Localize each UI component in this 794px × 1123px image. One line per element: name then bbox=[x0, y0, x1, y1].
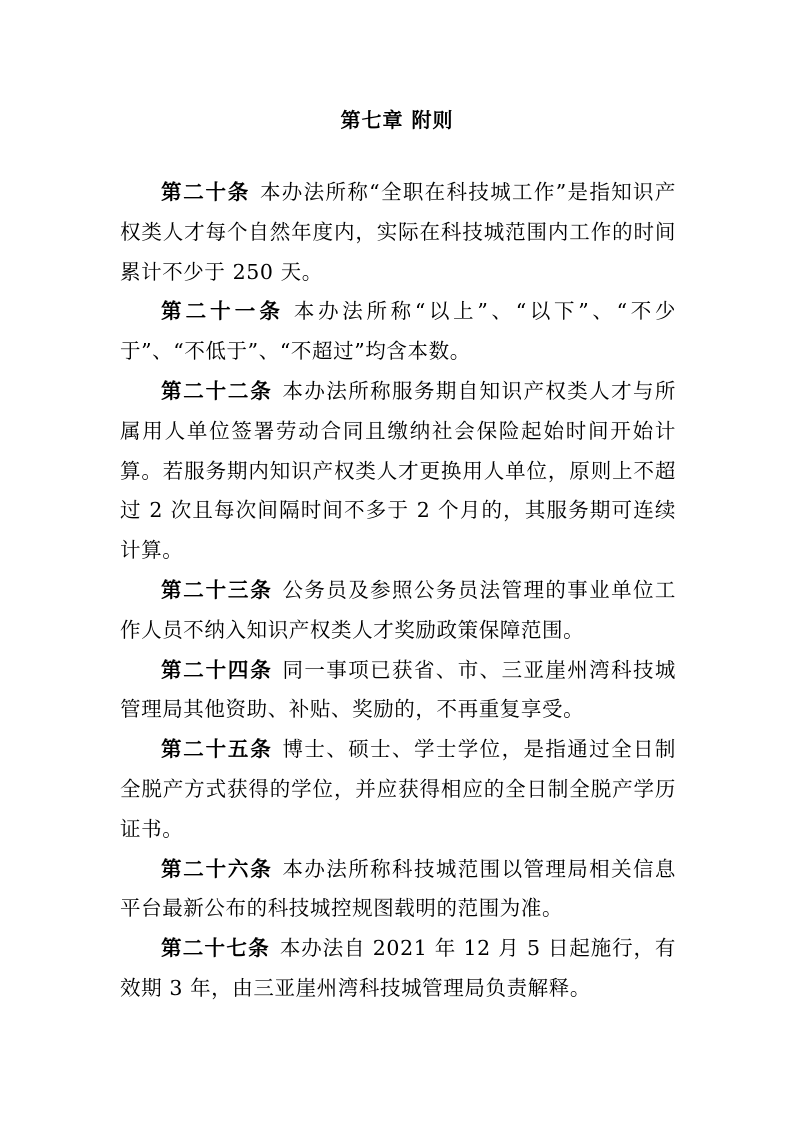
article-number: 第二十五条 bbox=[161, 737, 273, 762]
article-24 bbox=[120, 651, 676, 731]
document-body bbox=[120, 173, 676, 1009]
article-text: 本办法所称“全职在科技城工作”是指知识产权类人才每个自然年度内，实际在科技城范围内工作的时间累计不少于 250 天。 bbox=[120, 180, 676, 284]
article-20 bbox=[120, 173, 676, 292]
article-number: 第二十二条 bbox=[161, 378, 273, 403]
article-text: 本办法自 2021 年 12 月 5 日起施行，有效期 3 年，由三亚崖州湾科技城管理局负责解释。 bbox=[120, 936, 676, 1000]
article-27 bbox=[120, 929, 676, 1009]
article-number: 第二十六条 bbox=[161, 856, 273, 881]
article-number: 第二十三条 bbox=[161, 577, 273, 602]
article-text: 本办法所称科技城范围以管理局相关信息平台最新公布的科技城控规图载明的范围为准。 bbox=[120, 856, 676, 921]
article-22 bbox=[120, 372, 676, 571]
article-text: 同一事项已获省、市、三亚崖州湾科技城管理局其他资助、补贴、奖励的，不再重复享受。 bbox=[120, 657, 676, 722]
article-number: 第二十七条 bbox=[161, 936, 270, 961]
article-text: 本办法所称服务期自知识产权类人才与所属用人单位签署劳动合同且缴纳社会保险起始时间开始计算。若服务期内知识产权类人才更换用人单位，原则上不超过 2 次且每次间隔时间不多于 2 个月的，其服务期可连续计算。 bbox=[120, 378, 676, 563]
article-number: 第二十条 bbox=[161, 180, 250, 204]
chapter-title: 第七章 附则 bbox=[340, 108, 454, 132]
article-number: 第二十一条 bbox=[161, 299, 284, 324]
article-25 bbox=[120, 730, 676, 849]
article-23 bbox=[120, 571, 676, 651]
article-text: 本办法所称“以上”、“以下”、“不少于”、“不低于”、“不超过”均含本数。 bbox=[120, 299, 677, 364]
article-text: 公务员及参照公务员法管理的事业单位工作人员不纳入知识产权类人才奖励政策保障范围。 bbox=[120, 577, 676, 642]
article-text: 博士、硕士、学士学位，是指通过全日制全脱产方式获得的学位，并应获得相应的全日制全脱产学历证书。 bbox=[120, 737, 676, 841]
article-number: 第二十四条 bbox=[161, 657, 273, 682]
article-26 bbox=[120, 850, 676, 930]
article-21 bbox=[120, 292, 676, 372]
